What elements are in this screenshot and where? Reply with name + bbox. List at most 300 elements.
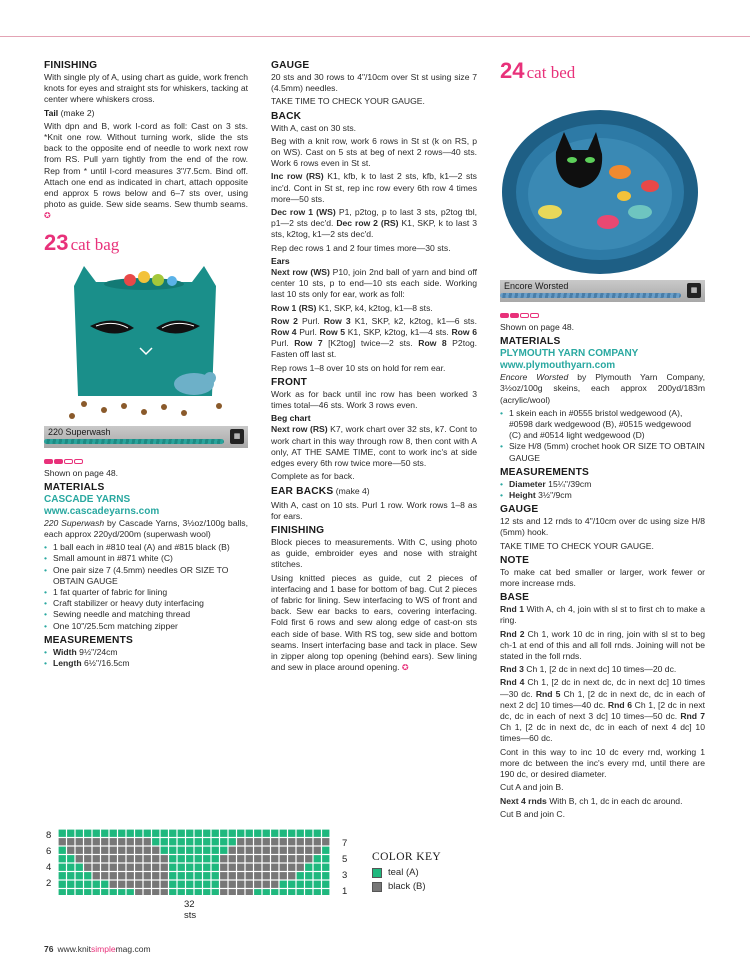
chart-cell [67, 864, 74, 871]
rnds-4-7 [500, 677, 705, 744]
chart-cell [127, 864, 134, 871]
chart-cell [161, 830, 168, 837]
chart-cell [195, 872, 202, 879]
chart-cell [152, 872, 159, 879]
chart-cell [263, 881, 270, 888]
chart-cell [84, 838, 91, 845]
chart-cell [220, 838, 227, 845]
chart-cell [135, 855, 142, 862]
rnd-text: Ch 1, [2 dc in next dc, dc in each of next 2 dc] 10 times—40 dc. [500, 688, 705, 710]
chart-cell [67, 830, 74, 837]
footer-url[interactable] [57, 944, 150, 954]
chart-cell [118, 872, 125, 879]
rnd-1 [500, 604, 705, 626]
chart-cell [246, 838, 253, 845]
materials-list [500, 408, 705, 464]
chart-cell [169, 838, 176, 845]
ear-backs-heading-line [271, 485, 477, 498]
finishing-text: With single ply of A, using chart as guide, work french knots for eyes and straight sts for whiskers, tacking at center where whiskers cross. [44, 72, 248, 105]
chart-cell [254, 864, 261, 871]
chart-cell [271, 872, 278, 879]
chart-cell [220, 847, 227, 854]
chart-cell [84, 872, 91, 879]
row-label-left: 6 [46, 846, 52, 857]
complete-text: Complete as for back. [271, 471, 355, 482]
beg-chart-label: Next row (RS) [271, 424, 328, 435]
chart-cell [305, 889, 312, 895]
dec-row-2-text: K1, SKP, k to last 3 sts, k2tog, k1—2 sts dec'd. [271, 218, 477, 240]
chart-cell [237, 847, 244, 854]
chart-cell [161, 881, 168, 888]
rnd-2 [500, 629, 705, 663]
chart-cell [110, 838, 117, 845]
front-text: Work as for back until inc row has been worked 3 times total—46 sts. Work 3 rows even. [271, 388, 477, 411]
rnd-text: Ch 1, work 10 dc in ring, join with sl st to beg ch-1 at end of this and all foll rnds. Joining will not be stated in the foll rnds. [500, 628, 706, 662]
chart-cell [305, 864, 312, 871]
chart-cell [305, 872, 312, 879]
tail-text-body: With dpn and B, work I-cord as foll: Cast on 3 sts. *Knit one row. Without turning work, slide the sts back to the opposite end of needle to work next row from RS. Pull yarn tightly from the end of the row. Rep from * until I-cord measures 3"/7.5cm. Bind off. Attach one end as indicated in chart, attach opposite end approx 5 rows below and 6–7 sts over, using photo as guide. Sew side seams. Sew thumb seams. [44, 120, 248, 210]
chart-cell [322, 864, 329, 871]
diameter-label: Diameter [509, 478, 546, 489]
skill-pip-icon [54, 459, 63, 464]
ear-backs-heading: EAR BACKS [271, 485, 334, 497]
chart-cell [186, 872, 193, 879]
chart-cell [305, 838, 312, 845]
chart-cell [203, 847, 210, 854]
chart-cell [101, 855, 108, 862]
row-label-left: 4 [46, 862, 52, 873]
chart-cell [127, 855, 134, 862]
chart-cell [76, 838, 83, 845]
next-row-label: Next row (WS) [271, 267, 330, 278]
row-label-right: 7 [342, 838, 348, 849]
chart-cell [110, 864, 117, 871]
beg-chart-body: K7, work chart over 32 sts, k7. Cont to work chart in this way through row 8, then cont with A only, AT THE SAME TIME, cont to work inc's at side edges every 6th row twice more—50 sts. [271, 424, 477, 469]
chart-cell [178, 838, 185, 845]
row-label: Row 2 [271, 315, 298, 326]
chart-cell [220, 889, 227, 895]
chart-cell [237, 872, 244, 879]
next-4-rnds [500, 796, 705, 807]
chart-cell [135, 847, 142, 854]
chart-cell [76, 889, 83, 895]
chart-cell [288, 830, 295, 837]
height-label: Height [509, 490, 536, 501]
chart-cell [186, 847, 193, 854]
rnd-3 [500, 664, 705, 675]
chart-cell [254, 847, 261, 854]
width-value: 9½"/24cm [76, 646, 118, 657]
chart-cell [195, 864, 202, 871]
width-label: Width [53, 646, 77, 657]
column-3 [500, 58, 705, 822]
rnd-text: Ch 1, [2 dc in next dc] 10 times—20 dc. [523, 664, 677, 675]
chart-cell [152, 847, 159, 854]
chart-cell [152, 864, 159, 871]
ear-backs-text: With A, cast on 10 sts. Purl 1 row. Work rows 1–8 as for ears. [271, 499, 477, 521]
row-text: P2tog. Fasten off last st. [271, 338, 478, 360]
url-part: mag.com [115, 944, 151, 954]
chart-cell [280, 838, 287, 845]
gauge-heading: GAUGE [271, 60, 310, 71]
chart-cell [203, 872, 210, 879]
list-item: • 1 skein each in #0555 bristol wedgewood (A), #0598 dark wedgewood (B), #0515 wedgewood (C) and #0514 light wedgewood (D) [500, 408, 705, 442]
chart-cell [59, 855, 66, 862]
chart-cell [220, 864, 227, 871]
chart-cell [288, 855, 295, 862]
chart-cell [288, 881, 295, 888]
chart-cell [254, 872, 261, 879]
chart-cell [93, 838, 100, 845]
chart-cell [263, 872, 270, 879]
chart-cell [161, 855, 168, 862]
shown-on-page: Shown on page 48. [44, 467, 119, 478]
chart-cell [161, 889, 168, 895]
chart-cell [169, 855, 176, 862]
chart-cell [127, 881, 134, 888]
rnd-label: Rnd 5 [535, 688, 561, 699]
chart-cell [135, 872, 142, 879]
chart-cell [195, 830, 202, 837]
base-heading: BASE [500, 592, 530, 604]
care-symbol-icon: ▦ [230, 429, 244, 444]
chart-cell [67, 855, 74, 862]
chart-cell [237, 881, 244, 888]
chart-cell [297, 838, 304, 845]
list-item: • One pair size 7 (4.5mm) needles OR SIZE TO OBTAIN GAUGE [44, 565, 248, 587]
ears-heading: Ears [271, 255, 290, 266]
chart-cell [246, 881, 253, 888]
chart-cell [288, 847, 295, 854]
chart-cell [203, 830, 210, 837]
yarn-description [44, 518, 248, 540]
chart-cell [144, 838, 151, 845]
gauge-text: 12 sts and 12 rnds to 4"/10cm over dc using size H/8 (5mm) hook. [500, 516, 705, 538]
skill-pip-icon [520, 313, 529, 318]
list-item: • Craft stabilizer or heavy duty interfacing [44, 598, 248, 609]
note-heading: NOTE [500, 554, 530, 566]
legend-swatch [372, 882, 382, 892]
chart-cell [135, 889, 142, 895]
chart-cell [271, 889, 278, 895]
care-symbol-icon: ▦ [687, 283, 701, 298]
chart-cell [212, 855, 219, 862]
chart-cell [178, 830, 185, 837]
yarn-desc-text: by Plymouth Yarn Company, 3½oz/100g skeins, each approx 200yd/183m (acrylic/wool) [500, 372, 705, 405]
chart-cell [297, 855, 304, 862]
chart-cell [254, 838, 261, 845]
chart-cell [144, 872, 151, 879]
chart-cell [178, 872, 185, 879]
measurements-heading: MEASUREMENTS [500, 466, 589, 478]
yarn-company-url[interactable]: www.cascadeyarns.com [44, 505, 160, 517]
column-2 [271, 58, 477, 675]
cut-b-text: Cut B and join C. [500, 808, 565, 819]
chart-cell [178, 855, 185, 862]
chart-cell [271, 864, 278, 871]
chart-cell [110, 889, 117, 895]
chart-cell [254, 855, 261, 862]
chart-cell [237, 864, 244, 871]
finishing-text-2 [271, 573, 477, 674]
chart-cell [178, 847, 185, 854]
yarn-swatch-bar [500, 280, 705, 302]
chart-cell [229, 881, 236, 888]
chart-cell [254, 830, 261, 837]
chart-cell [280, 830, 287, 837]
chart-cell [195, 847, 202, 854]
chart-cell [229, 872, 236, 879]
chart-cell [135, 881, 142, 888]
list-item: • 1 fat quarter of fabric for lining [44, 587, 248, 598]
chart-cell [288, 864, 295, 871]
chart-cell [144, 855, 151, 862]
chart-cell [195, 889, 202, 895]
chart-cell [76, 847, 83, 854]
chart-cell [127, 847, 134, 854]
chart-cell [212, 864, 219, 871]
chart-cell [186, 838, 193, 845]
chart-cell [144, 881, 151, 888]
chart-cell [305, 855, 312, 862]
chart-cell [297, 889, 304, 895]
chart-cell [322, 838, 329, 845]
chart-cell [127, 889, 134, 895]
chart-cell [297, 830, 304, 837]
list-item [500, 490, 705, 501]
skill-level-indicator [500, 310, 705, 316]
list-item [44, 647, 248, 658]
rnd-label: Rnd 3 [500, 664, 524, 675]
legend-item-black [372, 881, 441, 892]
chart-cell [288, 889, 295, 895]
rnd-text: With A, ch 4, join with sl st to first ch to make a ring. [500, 604, 705, 626]
rnd-label: Rnd 1 [500, 604, 525, 615]
chart-cell [254, 881, 261, 888]
chart-cell [59, 881, 66, 888]
row-label: Row 5 [319, 327, 346, 338]
gauge-heading: GAUGE [500, 504, 539, 516]
chart-cell [314, 889, 321, 895]
chart-cell [169, 864, 176, 871]
next-4-text: With B, ch 1, dc in each dc around. [546, 795, 683, 806]
chart-cell [84, 864, 91, 871]
chart-cell [59, 838, 66, 845]
project-number: 23 [44, 229, 69, 255]
yarn-description [500, 372, 705, 406]
chart-cell [305, 881, 312, 888]
measurements-list [500, 479, 705, 501]
tail-heading-line [44, 108, 248, 119]
chart-cell [169, 847, 176, 854]
row-label-left: 2 [46, 878, 52, 889]
chart-cell [212, 847, 219, 854]
chart-cell [186, 889, 193, 895]
chart-cell [118, 855, 125, 862]
note-text: To make cat bed smaller or larger, work fewer or more increase rnds. [500, 566, 705, 589]
row-label-right: 5 [342, 854, 348, 865]
chart-cell [186, 881, 193, 888]
yarn-company: CASCADE YARNS [44, 493, 131, 505]
chart-cell [118, 847, 125, 854]
skill-pip-icon [64, 459, 73, 464]
length-label: Length [53, 658, 82, 669]
chart-cell [93, 864, 100, 871]
rep-rows: Rep rows 1–8 over 10 sts on hold for rem ear. [271, 362, 446, 373]
list-item: • Sewing needle and matching thread [44, 609, 248, 620]
back-text-1: With A, cast on 30 sts. [271, 122, 357, 133]
chart-cell [144, 864, 151, 871]
inc-row-text: K1, kfb, k to last 2 sts, kfb, k1—2 sts inc'd. Cont in St st, rep inc row every 6th row 4 times more—50 sts. [271, 171, 477, 204]
list-item: • One 10"/25.5cm matching zipper [44, 621, 248, 632]
chart-cell [161, 864, 168, 871]
chart-cell [101, 864, 108, 871]
inc-row [271, 171, 477, 205]
chart-cell [101, 872, 108, 879]
chart-cell [101, 847, 108, 854]
chart-cell [67, 872, 74, 879]
inc-row-label: Inc row (RS) [271, 171, 324, 182]
finishing-text-2-body: Using knitted pieces as guide, cut 2 pieces of interfacing and 1 base for bottom of bag. Cut 2 pieces of fabric for lining. Sew interfacing to WS of front and back. Sew ear backs to ears, covering interfacing. Fold first 6 rows and sew along edge of cast-on sts each side of base. With RS tog, sew side and bottom seams. Insert interfacing base and tack in place. Sew in zipper along top opening (behind ears). Sew lining and sew in place around opening. [271, 572, 477, 673]
chart-cell [84, 881, 91, 888]
chart-cell [229, 855, 236, 862]
chart-cell [118, 864, 125, 871]
project-24-title [500, 58, 705, 88]
row-text: Purl. [296, 327, 320, 338]
list-item: • 1 ball each in #810 teal (A) and #815 black (B) [44, 542, 248, 553]
row-label-right: 3 [342, 870, 348, 881]
project-number: 24 [500, 58, 525, 83]
chart-cell [110, 881, 117, 888]
row-text: Purl. [271, 338, 295, 349]
chart-cell [280, 855, 287, 862]
cont-text: Cont in this way to inc 10 dc every rnd, working 1 more dc between the inc's every rnd, until there are 190 dc, or desired diameter. [500, 746, 705, 780]
chart-grid [58, 829, 334, 895]
chart-cell [280, 847, 287, 854]
chart-cell [169, 830, 176, 837]
chart-cell [271, 838, 278, 845]
next-row-text: P10, join 2nd ball of yarn and bind off center 10 sts, p to end—10 sts each side. Working last 10 sts only for ear, work as foll: [271, 267, 477, 300]
chart-cell [84, 830, 91, 837]
chart-cell [118, 881, 125, 888]
rep-dec: Rep dec rows 1 and 2 four times more—30 sts. [271, 242, 451, 253]
chart-cell [76, 830, 83, 837]
row-label-right: 1 [342, 886, 348, 897]
rnd-label: Rnd 4 [500, 677, 525, 688]
chart-cell [322, 855, 329, 862]
rnd-label: Rnd 7 [680, 711, 705, 722]
list-item [500, 479, 705, 490]
chart-cell [135, 830, 142, 837]
chart-cell [84, 847, 91, 854]
yarn-swatch-label: Encore Worsted [504, 281, 569, 291]
tail-text [44, 121, 248, 222]
chart-cell [203, 881, 210, 888]
chart-cell [263, 830, 270, 837]
color-key-title: COLOR KEY [372, 851, 442, 863]
legend-swatch [372, 868, 382, 878]
row-label-left: 8 [46, 830, 52, 841]
chart-cell [67, 889, 74, 895]
chart-cell [305, 830, 312, 837]
chart-cell [178, 881, 185, 888]
chart-cell [322, 881, 329, 888]
chart-cell [314, 872, 321, 879]
chart-cell [118, 830, 125, 837]
ears-rows-2-8 [271, 316, 477, 361]
tail-make: (make 2) [60, 107, 95, 118]
chart-cell [314, 855, 321, 862]
chart-cell [305, 847, 312, 854]
yarn-desc-text: by Cascade Yarns, 3½oz/100g balls, each approx 220yd/200m (superwash wool) [44, 517, 248, 540]
chart-cell [110, 830, 117, 837]
back-text-2: Beg with a knit row, work 6 rows in St st (k on RS, p on WS). Cast on 5 sts at beg of next 2 rows—40 sts. Work 6 rows even in St st. [271, 135, 477, 169]
chart-cell [314, 830, 321, 837]
back-heading: BACK [271, 110, 302, 122]
row-text: Purl. [297, 315, 324, 326]
chart-x-label: 32 sts [184, 899, 197, 922]
chart-cell [229, 838, 236, 845]
skill-pip-icon [510, 313, 519, 318]
chart-cell [127, 838, 134, 845]
chart-cell [297, 847, 304, 854]
chart-cell [93, 855, 100, 862]
chart-cell [195, 855, 202, 862]
url-part: simple [91, 944, 116, 954]
yarn-company-url[interactable]: www.plymouthyarn.com [500, 360, 616, 372]
chart-cell [288, 838, 295, 845]
chart-cell [110, 872, 117, 879]
front-heading: FRONT [271, 376, 308, 388]
row-label: Row 3 [323, 315, 351, 326]
chart-cell [229, 889, 236, 895]
rnd-text: Ch 1, [2 dc in next dc, dc in each of next 4 dc] 10 times—60 dc. [500, 722, 705, 744]
row-label: Row 8 [418, 338, 447, 349]
chart-cell [84, 889, 91, 895]
chart-cell [271, 847, 278, 854]
row-text: [K2tog] twice—2 sts. [322, 338, 413, 349]
list-item [44, 658, 248, 669]
chart-cell [246, 864, 253, 871]
chart-cell [203, 889, 210, 895]
chart-cell [212, 872, 219, 879]
chart-cell [195, 881, 202, 888]
chart-cell [144, 830, 151, 837]
materials-heading: MATERIALS [500, 336, 561, 348]
chart-cell [101, 838, 108, 845]
project-name: cat bed [526, 63, 576, 82]
url-part: www.knit [57, 944, 92, 954]
chart-cell [297, 881, 304, 888]
finishing-text-1: Block pieces to measurements. With C, using photo as guide, embroider eyes and nose with straight stitches. [271, 536, 477, 570]
chart-cell [127, 872, 134, 879]
yarn-name: Encore Worsted [500, 372, 569, 383]
legend-label: teal (A) [388, 867, 419, 879]
chart-cell [271, 881, 278, 888]
chart-cell [280, 872, 287, 879]
row-label: Row 7 [294, 338, 323, 349]
ears-row-1 [271, 303, 477, 314]
chart-cell [220, 855, 227, 862]
chart-cell [135, 864, 142, 871]
chart-cell [246, 872, 253, 879]
chart-cell [237, 855, 244, 862]
yarn-strand [44, 439, 224, 444]
chart-cell [220, 872, 227, 879]
chart-cell [101, 889, 108, 895]
chart-cell [186, 864, 193, 871]
dec-rows [271, 207, 477, 241]
